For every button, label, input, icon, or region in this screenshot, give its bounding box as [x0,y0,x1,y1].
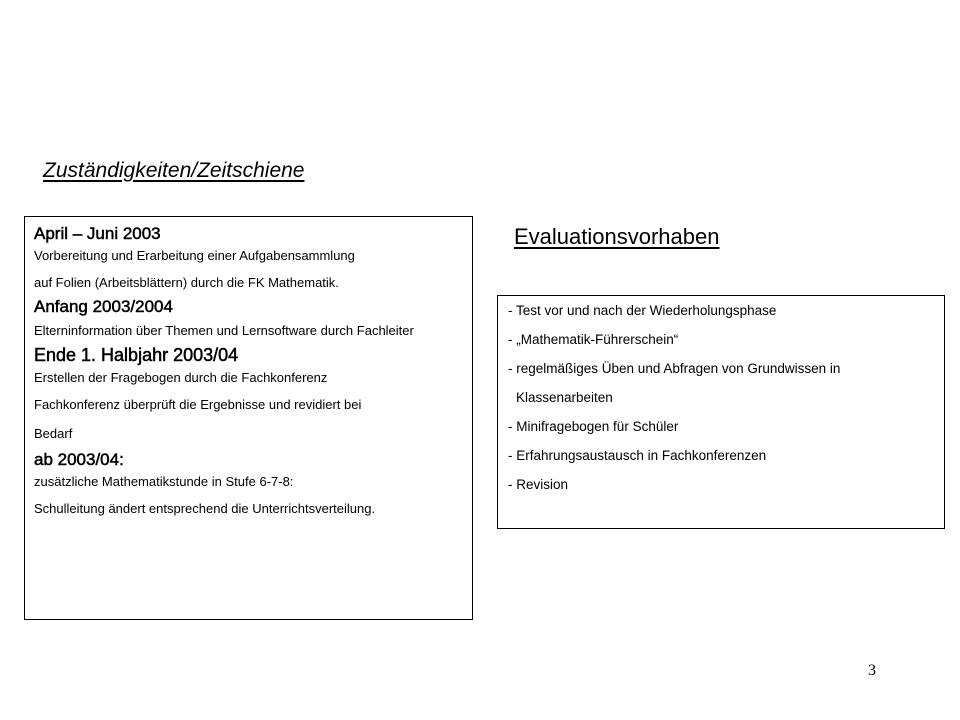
section-title-anfang: Anfang 2003/2004 [34,297,173,316]
timeline-box [24,216,473,620]
evaluation-item: - Test vor und nach der Wiederholungsphase [508,303,777,318]
section-line: Bedarf [34,426,73,441]
evaluation-item: - regelmäßiges Üben und Abfragen von Grundwissen in [508,361,841,376]
evaluation-item: Klassenarbeiten [516,390,613,405]
timeline-heading: Zuständigkeiten/Zeitschiene [43,159,305,182]
section-line: Schulleitung ändert entsprechend die Unterrichtsverteilung. [34,501,376,516]
page-number: 3 [868,662,876,679]
evaluation-item: - „Mathematik-Führerschein“ [508,332,679,347]
evaluation-item: - Revision [508,477,569,492]
section-line: Fachkonferenz überprüft die Ergebnisse und revidiert bei [34,397,362,412]
section-line: Erstellen der Fragebogen durch die Fachkonferenz [34,370,328,385]
section-line: zusätzliche Mathematikstunde in Stufe 6-7-8: [34,474,294,489]
evaluation-box [497,295,945,529]
evaluation-heading: Evaluationsvorhaben [514,224,720,249]
section-line: Elterninformation über Themen und Lernsoftware durch Fachleiter [34,323,414,338]
section-line: Vorbereitung und Erarbeitung einer Aufgabensammlung [34,248,355,263]
evaluation-item: - Minifragebogen für Schüler [508,419,679,434]
section-title-ab-2003: ab 2003/04: [34,450,124,469]
section-line: auf Folien (Arbeitsblättern) durch die FK Mathematik. [34,275,339,290]
evaluation-item: - Erfahrungsaustausch in Fachkonferenzen [508,448,767,463]
section-title-april-juni: April – Juni 2003 [34,224,161,243]
section-title-ende-halbjahr: Ende 1. Halbjahr 2003/04 [34,345,239,365]
